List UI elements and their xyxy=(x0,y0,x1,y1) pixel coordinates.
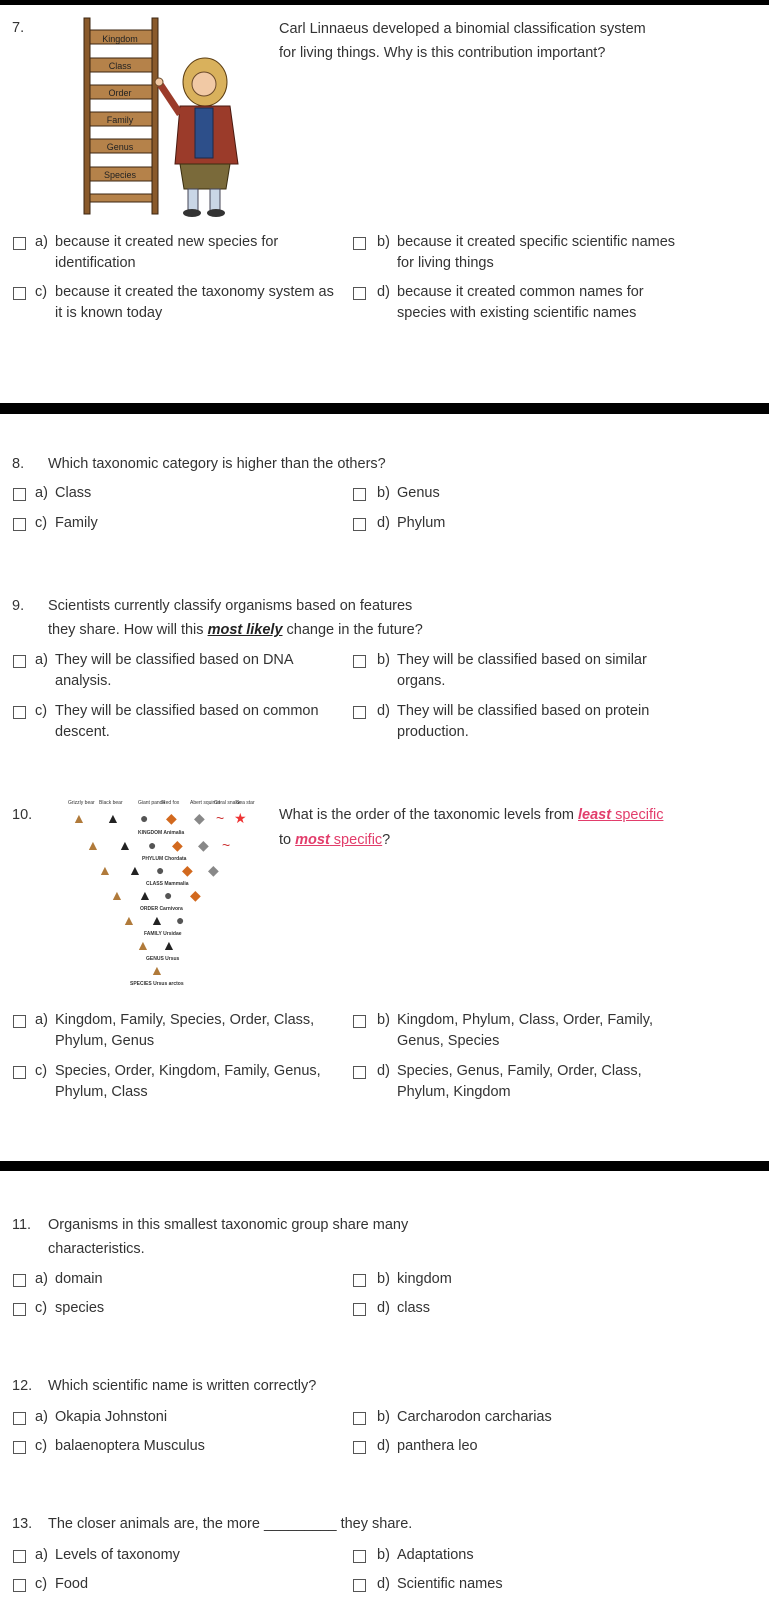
pyramid-species: SPECIES Ursus arctos xyxy=(130,981,184,987)
pyramid-header-6: Coral snake xyxy=(214,800,241,806)
q13-c-checkbox[interactable] xyxy=(13,1579,26,1592)
q12-text: Which scientific name is written correctly? xyxy=(48,1378,317,1394)
q12-option-d[interactable]: d) panthera leo xyxy=(377,1438,478,1454)
q12-d-checkbox[interactable] xyxy=(353,1441,366,1454)
q12-a-checkbox[interactable] xyxy=(13,1412,26,1425)
q9-option-c[interactable]: c) They will be classified based on common descent. xyxy=(35,703,319,740)
q10-emphasis-most: most xyxy=(295,832,330,848)
q13-d-checkbox[interactable] xyxy=(353,1579,366,1592)
pyramid-class: CLASS Mammalia xyxy=(146,881,189,887)
q10-option-c[interactable]: c) Species, Order, Kingdom, Family, Genus, Phylum, Class xyxy=(35,1063,321,1100)
grizzly-bear-icon: ▲ xyxy=(110,887,124,903)
top-divider xyxy=(0,0,769,5)
q12-number: 12. xyxy=(12,1378,33,1394)
q10-number: 10. xyxy=(12,807,33,823)
q11-d-checkbox[interactable] xyxy=(353,1303,366,1316)
q7-number: 7. xyxy=(12,20,25,36)
q7-c-checkbox[interactable] xyxy=(13,287,26,300)
q10-b-checkbox[interactable] xyxy=(353,1015,366,1028)
q10-option-d[interactable]: d) Species, Genus, Family, Order, Class, Phylum, Kingdom xyxy=(377,1063,642,1100)
ladder-class: Class xyxy=(108,61,132,71)
q11-text-line1: Organisms in this smallest taxonomic group share many xyxy=(48,1217,409,1233)
panda-icon: ● xyxy=(164,887,173,903)
q9-option-a[interactable]: a) They will be classified based on DNA analysis. xyxy=(35,652,294,689)
q9-option-b[interactable]: b) They will be classified based on similar organs. xyxy=(377,652,647,689)
q8-d-checkbox[interactable] xyxy=(353,518,366,531)
q13-b-checkbox[interactable] xyxy=(353,1550,366,1563)
red-fox-icon: ◆ xyxy=(182,862,193,878)
q8-b-checkbox[interactable] xyxy=(353,488,366,501)
q9-number: 9. xyxy=(12,598,25,614)
grizzly-bear-icon: ▲ xyxy=(136,937,150,953)
panda-icon: ● xyxy=(148,837,157,853)
q12-c-checkbox[interactable] xyxy=(13,1441,26,1454)
q12-option-a[interactable]: a) Okapia Johnstoni xyxy=(35,1409,168,1425)
q10-a-checkbox[interactable] xyxy=(13,1015,26,1028)
q7-b-checkbox[interactable] xyxy=(353,237,366,250)
red-fox-icon: ◆ xyxy=(172,837,183,853)
q7-option-b[interactable]: b) because it created specific scientific names for living things xyxy=(377,234,676,271)
pyramid-kingdom: KINGDOM Animalia xyxy=(138,830,185,836)
q10-emphasis-least: least xyxy=(578,807,612,823)
panda-icon: ● xyxy=(156,862,165,878)
q11-a-checkbox[interactable] xyxy=(13,1274,26,1287)
taxonomy-pyramid xyxy=(66,800,266,995)
q13-option-d[interactable]: d) Scientific names xyxy=(377,1576,503,1592)
q10-text-line2: to most specific? xyxy=(279,832,391,848)
snake-icon: ~ xyxy=(216,810,225,826)
q10-option-b[interactable]: b) Kingdom, Phylum, Class, Order, Family, Genus, Species xyxy=(377,1012,653,1049)
q13-text: The closer animals are, the more _________ they share. xyxy=(48,1516,413,1532)
section-divider-1 xyxy=(0,403,769,414)
pyramid-family: FAMILY Ursidae xyxy=(144,931,182,937)
q8-option-d[interactable]: d) Phylum xyxy=(377,515,446,531)
red-fox-icon: ◆ xyxy=(166,810,177,826)
ladder-genus: Genus xyxy=(106,142,134,152)
q13-number: 13. xyxy=(12,1516,33,1532)
q12-option-c[interactable]: c) balaenoptera Musculus xyxy=(35,1438,205,1454)
q9-text-line2: they share. How will this most likely change in the future? xyxy=(48,622,423,638)
q11-c-checkbox[interactable] xyxy=(13,1303,26,1316)
squirrel-icon: ◆ xyxy=(198,837,209,853)
q7-d-checkbox[interactable] xyxy=(353,287,366,300)
q11-number: 11. xyxy=(12,1217,32,1233)
q9-d-checkbox[interactable] xyxy=(353,706,366,719)
q11-option-a[interactable]: a) domain xyxy=(35,1271,103,1287)
q11-b-checkbox[interactable] xyxy=(353,1274,366,1287)
pyramid-header-1: Grizzly bear xyxy=(68,800,95,806)
q13-option-b[interactable]: b) Adaptations xyxy=(377,1547,474,1563)
q7-option-a[interactable]: a) because it created new species for identification xyxy=(35,234,279,271)
q10-text-line1: What is the order of the taxonomic levels from least specific xyxy=(279,807,664,823)
q11-option-d[interactable]: d) class xyxy=(377,1300,431,1316)
squirrel-icon: ◆ xyxy=(194,810,205,826)
sea-star-icon: ★ xyxy=(234,810,247,826)
red-fox-icon: ◆ xyxy=(190,887,201,903)
pyramid-order: ORDER Carnivora xyxy=(140,906,183,912)
panda-icon: ● xyxy=(140,810,149,826)
black-bear-icon: ▲ xyxy=(150,912,164,928)
pyramid-phylum: PHYLUM Chordata xyxy=(142,856,187,862)
q8-number: 8. xyxy=(12,456,25,472)
q9-c-checkbox[interactable] xyxy=(13,706,26,719)
pyramid-header-2: Black bear xyxy=(99,800,123,806)
black-bear-icon: ▲ xyxy=(138,887,152,903)
q8-option-c[interactable]: c) Family xyxy=(35,515,98,531)
q10-option-a[interactable]: a) Kingdom, Family, Species, Order, Class, Phylum, Genus xyxy=(35,1012,315,1049)
pyramid-genus: GENUS Ursus xyxy=(146,956,180,962)
black-bear-icon: ▲ xyxy=(162,937,176,953)
q7-option-d[interactable]: d) because it created common names for species with existing scientific names xyxy=(377,284,644,321)
pyramid-header-5: Abert squirrel xyxy=(190,800,220,806)
grizzly-bear-icon: ▲ xyxy=(98,862,112,878)
pyramid-header-3: Giant panda xyxy=(138,800,166,806)
q10-c-checkbox[interactable] xyxy=(13,1066,26,1079)
q11-option-c[interactable]: c) species xyxy=(35,1300,105,1316)
q8-text: Which taxonomic category is higher than the others? xyxy=(48,456,386,472)
panda-icon: ● xyxy=(176,912,185,928)
ladder-kingdom: Kingdom xyxy=(102,34,138,44)
q12-option-b[interactable]: b) Carcharodon carcharias xyxy=(377,1409,552,1425)
black-bear-icon: ▲ xyxy=(106,810,120,826)
q9-option-d[interactable]: d) They will be classified based on protein production. xyxy=(377,703,650,740)
pyramid-header-4: Red fox xyxy=(162,800,180,806)
grizzly-bear-icon: ▲ xyxy=(86,837,100,853)
q12-b-checkbox[interactable] xyxy=(353,1412,366,1425)
q7-a-checkbox[interactable] xyxy=(13,237,26,250)
ladder-order: Order xyxy=(108,88,132,98)
snake-icon: ~ xyxy=(222,837,231,853)
squirrel-icon: ◆ xyxy=(208,862,219,878)
q8-a-checkbox[interactable] xyxy=(13,488,26,501)
q9-text-line1: Scientists currently classify organisms based on features xyxy=(48,598,413,614)
q9-b-checkbox[interactable] xyxy=(353,655,366,668)
q13-option-c[interactable]: c) Food xyxy=(35,1576,89,1592)
q13-a-checkbox[interactable] xyxy=(13,1550,26,1563)
q8-option-a[interactable]: a) Class xyxy=(35,485,92,501)
q9-emphasis: most likely xyxy=(207,622,283,638)
grizzly-bear-icon: ▲ xyxy=(150,962,164,978)
grizzly-bear-icon: ▲ xyxy=(72,810,86,826)
q13-blank: _________ xyxy=(263,1516,337,1532)
q7-option-c[interactable]: c) because it created the taxonomy system as it is known today xyxy=(35,284,334,321)
black-bear-icon: ▲ xyxy=(118,837,132,853)
ladder-species: Species xyxy=(103,170,137,180)
q8-option-b[interactable]: b) Genus xyxy=(377,485,440,501)
black-bear-icon: ▲ xyxy=(128,862,142,878)
q13-option-a[interactable]: a) Levels of taxonomy xyxy=(35,1547,180,1563)
q11-text-line2: characteristics. xyxy=(48,1241,145,1257)
q7-text-line2: for living things. Why is this contribution important? xyxy=(279,45,606,61)
pyramid-header-7: Sea star xyxy=(236,800,255,806)
ladder-family: Family xyxy=(106,115,134,125)
grizzly-bear-icon: ▲ xyxy=(122,912,136,928)
section-divider-2 xyxy=(0,1161,769,1171)
q8-c-checkbox[interactable] xyxy=(13,518,26,531)
q9-a-checkbox[interactable] xyxy=(13,655,26,668)
q11-option-b[interactable]: b) kingdom xyxy=(377,1271,452,1287)
q10-d-checkbox[interactable] xyxy=(353,1066,366,1079)
q7-text-line1: Carl Linnaeus developed a binomial classification system xyxy=(279,21,646,37)
